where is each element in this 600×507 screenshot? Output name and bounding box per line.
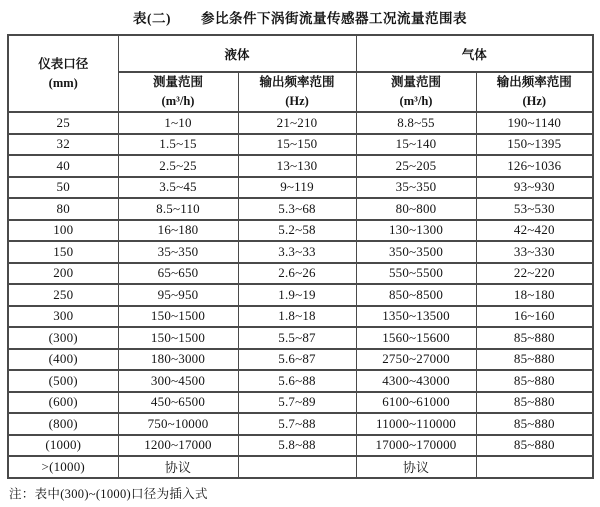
table-cell: 8.8~55 (356, 112, 476, 134)
table-cell: >(1000) (8, 456, 118, 478)
table-cell: 53~530 (476, 198, 593, 220)
table-header (8, 35, 593, 112)
table-row (8, 155, 593, 177)
header-gas-group: 气体 (356, 35, 593, 72)
table-cell: 80 (8, 198, 118, 220)
table-cell: 80~800 (356, 198, 476, 220)
table-row (8, 370, 593, 392)
table-cell: 5.6~88 (238, 370, 356, 392)
table-cell: (800) (8, 413, 118, 435)
table-cell: 15~150 (238, 134, 356, 156)
table-cell: 190~1140 (476, 112, 593, 134)
table-cell: 300 (8, 306, 118, 328)
table-row (8, 220, 593, 242)
table-cell: 42~420 (476, 220, 593, 242)
table-cell: 32 (8, 134, 118, 156)
table-cell: 16~180 (118, 220, 238, 242)
table-cell: 协议 (118, 456, 238, 478)
table-cell: 15~140 (356, 134, 476, 156)
table-cell: 22~220 (476, 263, 593, 285)
header-diameter-unit: (mm) (48, 75, 78, 90)
table-cell: 850~8500 (356, 284, 476, 306)
table-cell: 150~1395 (476, 134, 593, 156)
header-liquid-measure-range (118, 72, 238, 112)
measure-range-unit: (m³/h) (161, 94, 195, 108)
table-cell: 2750~27000 (356, 349, 476, 371)
table-cell: 40 (8, 155, 118, 177)
table-cell: 130~1300 (356, 220, 476, 242)
table-cell: (600) (8, 392, 118, 414)
table-cell: 5.6~87 (238, 349, 356, 371)
table-cell: 3.3~33 (238, 241, 356, 263)
measure-range-label: 测量范围 (152, 75, 203, 90)
table-cell: 17000~170000 (356, 435, 476, 457)
table-cell: (1000) (8, 435, 118, 457)
flow-range-table (7, 34, 594, 479)
table-cell: 750~10000 (118, 413, 238, 435)
table-number-label: 表(二) (133, 11, 171, 26)
freq-range-unit: (Hz) (285, 94, 309, 108)
table-cell: 16~160 (476, 306, 593, 328)
header-liquid-group: 液体 (118, 35, 356, 72)
header-liquid-freq-range (238, 72, 356, 112)
table-cell: 25~205 (356, 155, 476, 177)
table-cell: 95~950 (118, 284, 238, 306)
table-cell: 93~930 (476, 177, 593, 199)
table-cell: 85~880 (476, 370, 593, 392)
table-cell: 11000~110000 (356, 413, 476, 435)
header-group-row (8, 35, 593, 72)
table-cell: 150 (8, 241, 118, 263)
table-cell: 85~880 (476, 349, 593, 371)
table-cell (238, 456, 356, 478)
footnote: 注：表中(300)~(1000)口径为插入式 (9, 486, 208, 501)
table-cell: 50 (8, 177, 118, 199)
freq-range-label: 输出频率范围 (496, 75, 572, 90)
table-cell: 5.5~87 (238, 327, 356, 349)
table-cell: 1.8~18 (238, 306, 356, 328)
table-cell: 450~6500 (118, 392, 238, 414)
table-cell: 85~880 (476, 392, 593, 414)
table-cell: 200 (8, 263, 118, 285)
table-cell: 35~350 (118, 241, 238, 263)
table-cell: 1~10 (118, 112, 238, 134)
table-cell: 6100~61000 (356, 392, 476, 414)
table-cell: 150~1500 (118, 327, 238, 349)
table-row (8, 435, 593, 457)
table-cell: 25 (8, 112, 118, 134)
table-row (8, 349, 593, 371)
table-row (8, 306, 593, 328)
page-title (0, 0, 600, 27)
table-cell: 85~880 (476, 413, 593, 435)
table-cell: 1.5~15 (118, 134, 238, 156)
table-cell: 5.7~88 (238, 413, 356, 435)
header-gas-measure-range (356, 72, 476, 112)
table-cell: 8.5~110 (118, 198, 238, 220)
table-cell: 35~350 (356, 177, 476, 199)
table-cell: 5.2~58 (238, 220, 356, 242)
table-row (8, 327, 593, 349)
table-cell: 协议 (356, 456, 476, 478)
table-cell: 13~130 (238, 155, 356, 177)
header-diameter-label: 仪表口径 (38, 57, 89, 72)
freq-range-label: 输出频率范围 (259, 75, 335, 90)
table-cell: 5.8~88 (238, 435, 356, 457)
table-cell: 65~650 (118, 263, 238, 285)
table-cell: 180~3000 (118, 349, 238, 371)
table-cell: 1.9~19 (238, 284, 356, 306)
table-cell: 2.5~25 (118, 155, 238, 177)
table-row (8, 241, 593, 263)
table-cell: 250 (8, 284, 118, 306)
table-row (8, 392, 593, 414)
table-cell: 1350~13500 (356, 306, 476, 328)
table-row (8, 134, 593, 156)
header-diameter (8, 35, 118, 112)
table-row (8, 413, 593, 435)
header-gas-freq-range (476, 72, 593, 112)
table-cell: 1560~15600 (356, 327, 476, 349)
table-cell: 85~880 (476, 327, 593, 349)
table-row (8, 198, 593, 220)
table-cell (476, 456, 593, 478)
table-row (8, 456, 593, 478)
table-row (8, 284, 593, 306)
table-cell: 33~330 (476, 241, 593, 263)
table-cell: (500) (8, 370, 118, 392)
table-cell: 2.6~26 (238, 263, 356, 285)
measure-range-label: 测量范围 (391, 75, 442, 90)
table-cell: 126~1036 (476, 155, 593, 177)
table-cell: 5.3~68 (238, 198, 356, 220)
table-row (8, 263, 593, 285)
table-row (8, 112, 593, 134)
table-cell: 5.7~89 (238, 392, 356, 414)
table-row (8, 177, 593, 199)
table-cell: 150~1500 (118, 306, 238, 328)
table-body (8, 112, 593, 478)
table-cell: 85~880 (476, 435, 593, 457)
table-cell: 550~5500 (356, 263, 476, 285)
table-title-text: 参比条件下涡街流量传感器工况流量范围表 (201, 11, 467, 26)
table-cell: 3.5~45 (118, 177, 238, 199)
measure-range-unit: (m³/h) (399, 94, 433, 108)
table-cell: (400) (8, 349, 118, 371)
table-cell: 300~4500 (118, 370, 238, 392)
table-cell: 350~3500 (356, 241, 476, 263)
table-cell: 21~210 (238, 112, 356, 134)
table-cell: 18~180 (476, 284, 593, 306)
freq-range-unit: (Hz) (522, 94, 547, 108)
table-cell: 1200~17000 (118, 435, 238, 457)
table-cell: 4300~43000 (356, 370, 476, 392)
table-cell: (300) (8, 327, 118, 349)
table-cell: 100 (8, 220, 118, 242)
table-cell: 9~119 (238, 177, 356, 199)
